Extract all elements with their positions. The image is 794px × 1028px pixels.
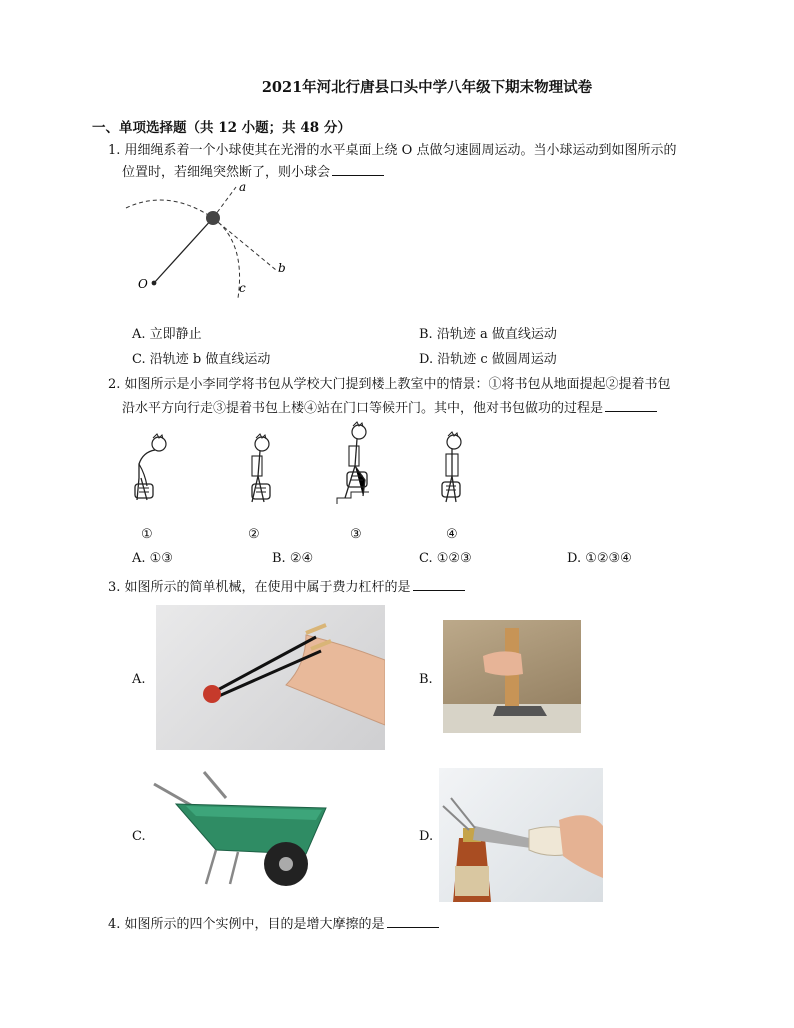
q2-option-c[interactable]: C. ①②③	[419, 551, 472, 566]
circular-path-arc	[126, 200, 213, 218]
section-heading: 一、单项选择题（共 12 小题；共 48 分）	[92, 120, 351, 136]
page-title: 2021年河北行唐县口头中学八年级下期末物理试卷	[261, 79, 593, 96]
q2-text-line1: 2. 如图所示是小李同学将书包从学校大门提到楼上教室中的情景：①将书包从地面提起②提着书包	[108, 377, 671, 392]
q3-label-d[interactable]: D.	[419, 829, 434, 844]
q1-figure	[118, 182, 298, 302]
q1-option-d[interactable]: D. 沿轨迹 c 做圆周运动	[419, 352, 557, 367]
chopsticks-photo	[156, 605, 385, 750]
wheelbarrow-photo	[146, 768, 336, 894]
q3-text: 3. 如图所示的简单机械，在使用中属于费力杠杆的是	[108, 576, 465, 600]
q3-label-b[interactable]: B.	[419, 672, 433, 687]
q2-figure-2	[236, 430, 286, 510]
q2-text-line2: 沿水平方向行走③提着书包上楼④站在门口等候开门。其中，他对书包做功的过程是	[122, 397, 657, 421]
q2-option-a[interactable]: A. ①③	[132, 551, 173, 566]
answer-blank[interactable]	[605, 397, 657, 412]
q2-figure-1	[125, 430, 175, 510]
trajectory-c	[213, 218, 240, 298]
q2-figure-4	[432, 428, 482, 510]
ball	[206, 211, 220, 225]
q2-fig-label-1: ①	[141, 527, 153, 542]
center-point-o	[152, 281, 157, 286]
label-b: b	[278, 261, 286, 275]
hammer-photo	[443, 620, 581, 733]
q4-text: 4. 如图所示的四个实例中，目的是增大摩擦的是	[108, 913, 439, 937]
q1-text-line2: 位置时，若细绳突然断了，则小球会	[122, 161, 384, 185]
answer-blank[interactable]	[413, 576, 465, 591]
label-c: c	[239, 281, 246, 295]
bottle-opener-photo	[439, 768, 603, 902]
label-a: a	[239, 182, 247, 194]
trajectory-b	[213, 218, 276, 270]
q1-option-b[interactable]: B. 沿轨迹 a 做直线运动	[419, 327, 557, 342]
q1-option-a[interactable]: A. 立即静止	[132, 327, 202, 342]
q2-fig-label-2: ②	[248, 527, 260, 542]
q2-fig-label-4: ④	[446, 527, 458, 542]
q1-option-c[interactable]: C. 沿轨迹 b 做直线运动	[132, 352, 271, 367]
q2-option-d[interactable]: D. ①②③④	[567, 551, 632, 566]
q1-text-line1: 1. 用细绳系着一个小球使其在光滑的水平桌面上绕 O 点做匀速圆周运动。当小球运动到如图所示的	[108, 143, 677, 158]
label-o: O	[138, 277, 148, 291]
string-line	[154, 218, 213, 283]
q3-label-a[interactable]: A.	[132, 672, 146, 687]
q2-fig-label-3: ③	[350, 527, 362, 542]
q2-option-b[interactable]: B. ②④	[272, 551, 314, 566]
q3-label-c[interactable]: C.	[132, 829, 146, 844]
answer-blank[interactable]	[387, 913, 439, 928]
q2-figure-3	[335, 418, 385, 510]
answer-blank[interactable]	[332, 161, 384, 176]
